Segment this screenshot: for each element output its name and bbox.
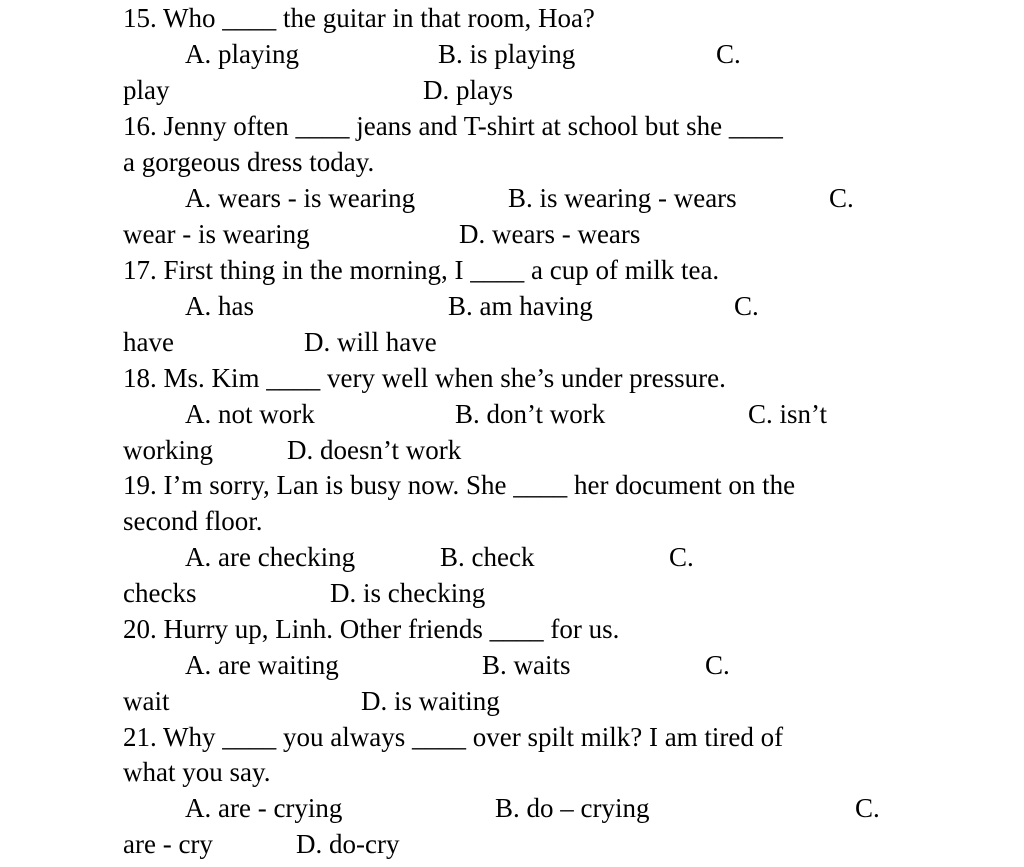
q20-option-c-label: C. (705, 650, 730, 680)
q21-option-c-label: C. (855, 793, 880, 823)
q17-option-b: B. am having (448, 291, 593, 321)
q19-option-a: A. are checking (185, 542, 356, 572)
q16-stem: 16. Jenny often ____ jeans and T-shirt at school but she ____ (123, 111, 783, 141)
q16-option-c-label: C. (829, 183, 854, 213)
q19-option-c-text: checks (123, 578, 197, 608)
q18-option-b: B. don’t work (455, 399, 606, 429)
q17-option-a: A. has (185, 291, 254, 321)
q16-option-a: A. wears - is wearing (185, 183, 416, 213)
q18-stem: 18. Ms. Kim ____ very well when she’s under pressure. (123, 363, 726, 393)
q18-option-d: D. doesn’t work (287, 435, 462, 465)
q20-stem: 20. Hurry up, Linh. Other friends ____ for us. (123, 614, 620, 644)
q15-option-c-text: play (123, 75, 170, 105)
q15-option-d: D. plays (423, 75, 513, 105)
q18-option-c-text: working (123, 435, 213, 465)
q21-stem-cont: what you say. (123, 757, 271, 787)
q19-option-c-label: C. (669, 542, 694, 572)
q18-option-a: A. not work (185, 399, 315, 429)
q17-option-c-text: have (123, 327, 174, 357)
q15-option-c-label: C. (716, 39, 741, 69)
q21-option-b: B. do – crying (495, 793, 650, 823)
q17-option-c-label: C. (734, 291, 759, 321)
q16-stem-cont: a gorgeous dress today. (123, 147, 375, 177)
q19-option-d: D. is checking (330, 578, 486, 608)
q19-stem: 19. I’m sorry, Lan is busy now. She ____ her document on the (123, 470, 796, 500)
q19-stem-cont: second floor. (123, 506, 263, 536)
q15-option-b: B. is playing (438, 39, 576, 69)
q18-option-c-label: C. isn’t (748, 399, 828, 429)
q16-option-c-text: wear - is wearing (123, 219, 310, 249)
q21-stem: 21. Why ____ you always ____ over spilt milk? I am tired of (123, 722, 784, 752)
q16-option-b: B. is wearing - wears (508, 183, 737, 213)
q20-option-a: A. are waiting (185, 650, 339, 680)
q17-option-d: D. will have (304, 327, 437, 357)
q21-option-a: A. are - crying (185, 793, 343, 823)
q20-option-c-text: wait (123, 686, 170, 716)
q20-option-b: B. waits (482, 650, 571, 680)
q17-stem: 17. First thing in the morning, I ____ a cup of milk tea. (123, 255, 720, 285)
q20-option-d: D. is waiting (361, 686, 500, 716)
q15-option-a: A. playing (185, 39, 299, 69)
q19-option-b: B. check (440, 542, 535, 572)
q21-option-d: D. do-cry (296, 829, 400, 859)
q15-stem: 15. Who ____ the guitar in that room, Hoa? (123, 3, 595, 33)
q21-option-c-text: are - cry (123, 829, 213, 859)
q16-option-d: D. wears - wears (459, 219, 641, 249)
